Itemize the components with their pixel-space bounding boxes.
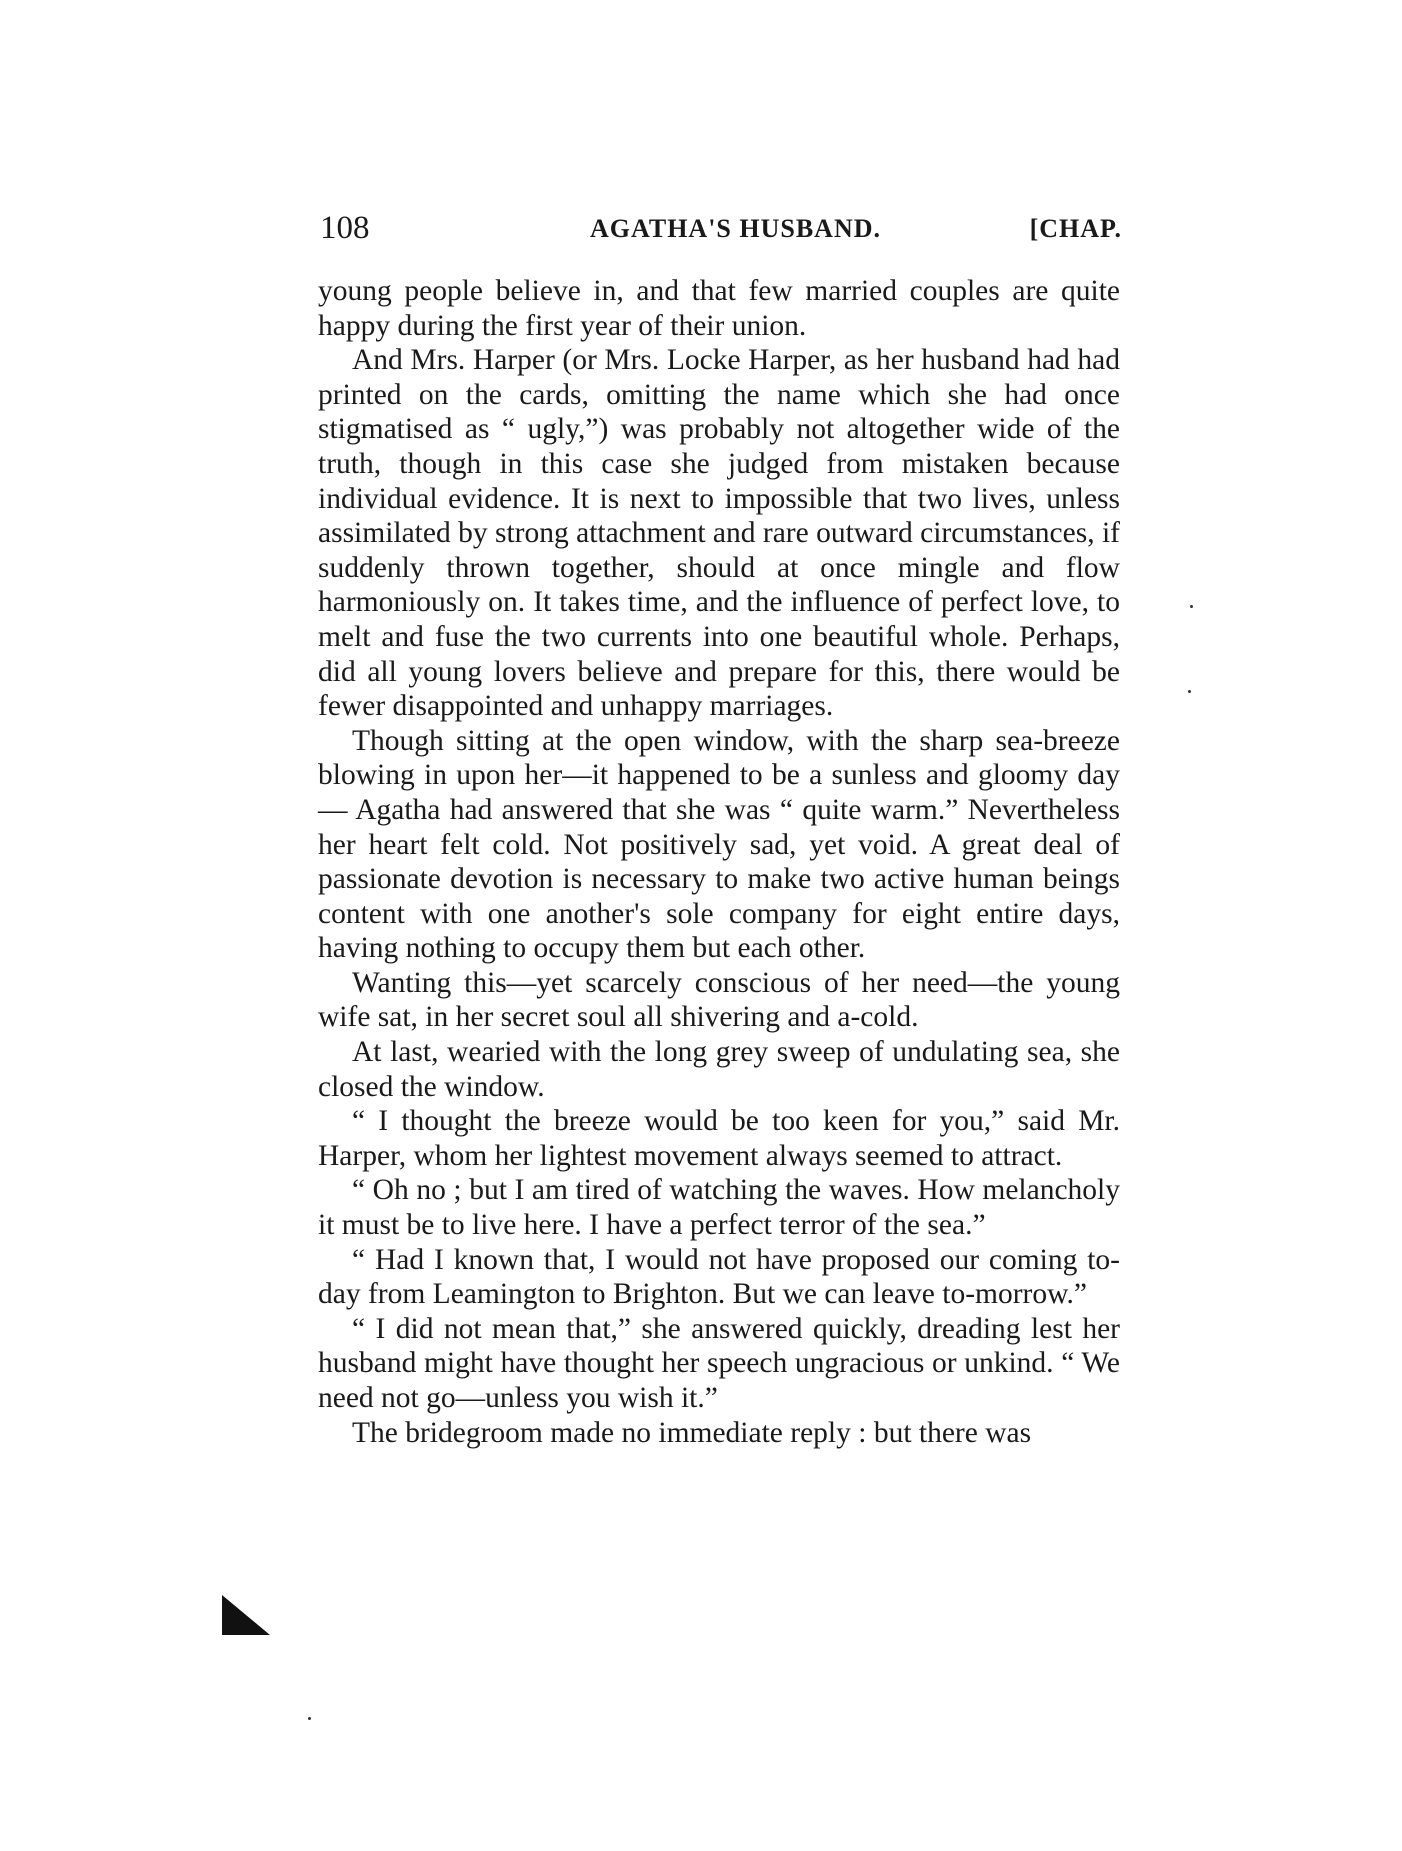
paragraph: And Mrs. Harper (or Mrs. Locke Harper, as her husband had had printed on the cards, omitting the name which she had once stigmatised as “ ugly,”) was probably not altogether wide of the truth, though in this case she judged from mistaken because individual evidence. It is next to impossible that two lives, unless assimilated by strong attachment and rare outward circumstances, if suddenly thrown together, should at once mingle and flow harmoniously on. It takes time, and the influence of perfect love, to melt and fuse the two currents into one beautiful whole. Perhaps, did all young lovers believe and prepare for this, there would be fewer disappointed and unhappy marriages. [318,344,1120,723]
scan-speck [308,1717,311,1720]
page-number: 108 [320,210,370,246]
running-title: AGATHA'S HUSBAND. [590,214,882,243]
running-header [320,210,1122,258]
scan-speck [1190,605,1193,608]
scan-speck [1188,690,1191,693]
paragraph: “ Had I known that, I would not have proposed our coming to-day from Leamington to Brighton. But we can leave to-morrow.” [318,1243,1120,1311]
paragraph: “ Oh no ; but I am tired of watching the waves. How melancholy it must be to live here. I have a perfect terror of the sea.” [318,1174,1120,1242]
paragraph: At last, wearied with the long grey sweep of undulating sea, she closed the window. [318,1036,1120,1103]
continuation-arrow-icon [222,1595,270,1635]
paragraph: Wanting this—yet scarcely conscious of her need—the young wife sat, in her secret soul all shivering and a-cold. [318,966,1120,1034]
paragraph: young people believe in, and that few married couples are quite happy during the first year of their union. [318,275,1120,342]
paragraph: “ I did not mean that,” she answered quickly, dreading lest her husband might have thought her speech ungracious or unkind. “ We need not go—unless you wish it.” [318,1312,1120,1414]
paragraph: Though sitting at the open window, with the sharp sea-breeze blowing in upon her—it happened to be a sunless and gloomy day— Agatha had answered that she was “ quite warm.” Nevertheless her heart felt cold. Not positively sad, yet void. A great deal of passionate devotion is necessary to make two active human beings content with one another's sole company for eight entire days, having nothing to occupy them but each other. [318,724,1120,965]
chapter-mark: [CHAP. [1029,214,1122,243]
paragraph: The bridegroom made no immediate reply : but there was [352,1416,1032,1449]
paragraph: “ I thought the breeze would be too keen for you,” said Mr. Harper, whom her lightest movement always seemed to attract. [318,1105,1120,1172]
page-body [318,274,1120,1450]
